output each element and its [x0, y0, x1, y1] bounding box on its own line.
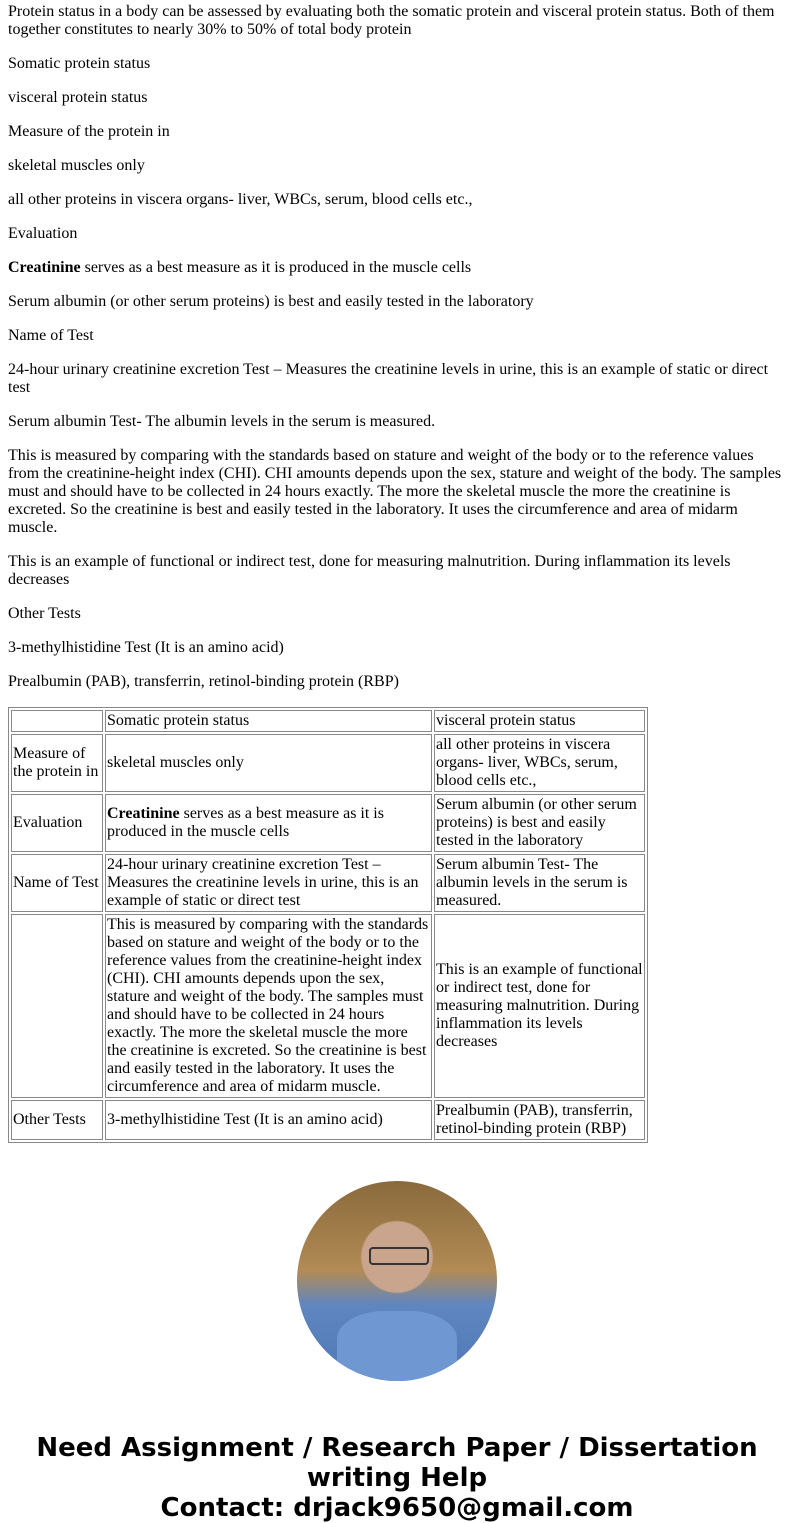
table-row [11, 794, 645, 852]
intro-paragraph: Protein status in a body can be assessed by evaluating both the somatic protein and visceral protein status. Both of them together constitutes to nearly 30% to 50% of total body protein [8, 3, 775, 38]
paragraph: Evaluation [8, 225, 78, 242]
paragraph [8, 259, 786, 277]
comparison-table [8, 707, 648, 1143]
table-cell: all other proteins in viscera organs- liver, WBCs, serum, blood cells etc., [434, 734, 645, 792]
table-cell: Other Tests [11, 1100, 103, 1140]
table-cell: 3-methylhistidine Test (It is an amino acid) [105, 1100, 432, 1140]
paragraph: This is an example of functional or indirect test, done for measuring malnutrition. During inflammation its levels decreases [8, 553, 731, 588]
table-row [11, 854, 645, 912]
text: serves as a best measure as it is produced in the muscle cells [80, 259, 472, 276]
paragraph: skeletal muscles only [8, 157, 145, 174]
paragraph: Name of Test [8, 327, 94, 344]
paragraph: Serum albumin Test- The albumin levels in the serum is measured. [8, 413, 436, 430]
bold-term: Creatinine [8, 259, 81, 276]
paragraph: visceral protein status [8, 89, 148, 106]
table-cell: This is measured by comparing with the standards based on stature and weight of the body or to the reference values from the creatinine-height index (CHI). CHI amounts depends upon the sex, stature and weight of the body. The samples must and should have to be collected in 24 hours exactly. The more the skeletal muscle the more the creatinine is excreted. So the creatinine is best and easily tested in the laboratory. It uses the circumference and area of midarm muscle. [105, 914, 432, 1098]
table-cell: Serum albumin Test- The albumin levels in the serum is measured. [434, 854, 645, 912]
table-cell [11, 914, 103, 1098]
table-cell: Name of Test [11, 854, 103, 912]
table-cell: Measure of the protein in [11, 734, 103, 792]
contact-banner [8, 1433, 786, 1523]
table-row [11, 1100, 645, 1140]
table-cell: Evaluation [11, 794, 103, 852]
table-cell: Serum albumin (or other serum proteins) is best and easily tested in the laboratory [434, 794, 645, 852]
paragraph: 24-hour urinary creatinine excretion Test – Measures the creatinine levels in urine, this is an example of static or direct test [8, 361, 769, 396]
avatar-glasses [369, 1247, 429, 1265]
table-row [11, 914, 645, 1098]
bold-term: Creatinine [107, 805, 180, 822]
paragraph: 3-methylhistidine Test (It is an amino acid) [8, 639, 284, 656]
document [8, 3, 786, 1523]
paragraph: Measure of the protein in [8, 123, 170, 140]
paragraph: Serum albumin (or other serum proteins) is best and easily tested in the laboratory [8, 293, 534, 310]
paragraph: This is measured by comparing with the standards based on stature and weight of the body or to the reference values from the creatinine-height index (CHI). CHI amounts depends upon the sex, stature and weight of the body. The samples must and should have to be collected in 24 hours exactly. The more the skeletal muscle the more the creatinine is excreted. So the creatinine is best and easily tested in the laboratory. It uses the circumference and area of midarm muscle. [8, 447, 782, 536]
contact-line: Contact: drjack9650@gmail.com [160, 1493, 634, 1523]
paragraph: all other proteins in viscera organs- liver, WBCs, serum, blood cells etc., [8, 191, 473, 208]
paragraph: Other Tests [8, 605, 81, 622]
author-avatar [297, 1181, 497, 1381]
table-header-cell: visceral protein status [434, 710, 645, 732]
table-cell: 24-hour urinary creatinine excretion Test – Measures the creatinine levels in urine, this is an example of static or direct test [105, 854, 432, 912]
table-cell: This is an example of functional or indirect test, done for measuring malnutrition. During inflammation its levels decreases [434, 914, 645, 1098]
table-row [11, 734, 645, 792]
paragraph: Somatic protein status [8, 55, 151, 72]
help-line: Need Assignment / Research Paper / Dissertation writing Help [36, 1433, 758, 1493]
avatar-shirt [337, 1311, 457, 1381]
table-cell: skeletal muscles only [105, 734, 432, 792]
table-row [11, 710, 645, 732]
paragraph: Prealbumin (PAB), transferrin, retinol-binding protein (RBP) [8, 673, 399, 690]
table-cell [11, 710, 103, 732]
table-header-cell: Somatic protein status [105, 710, 432, 732]
table-cell: Prealbumin (PAB), transferrin, retinol-binding protein (RBP) [434, 1100, 645, 1140]
table-cell [105, 794, 432, 852]
text: serves as a best measure as it is produced in the muscle cells [107, 805, 384, 840]
